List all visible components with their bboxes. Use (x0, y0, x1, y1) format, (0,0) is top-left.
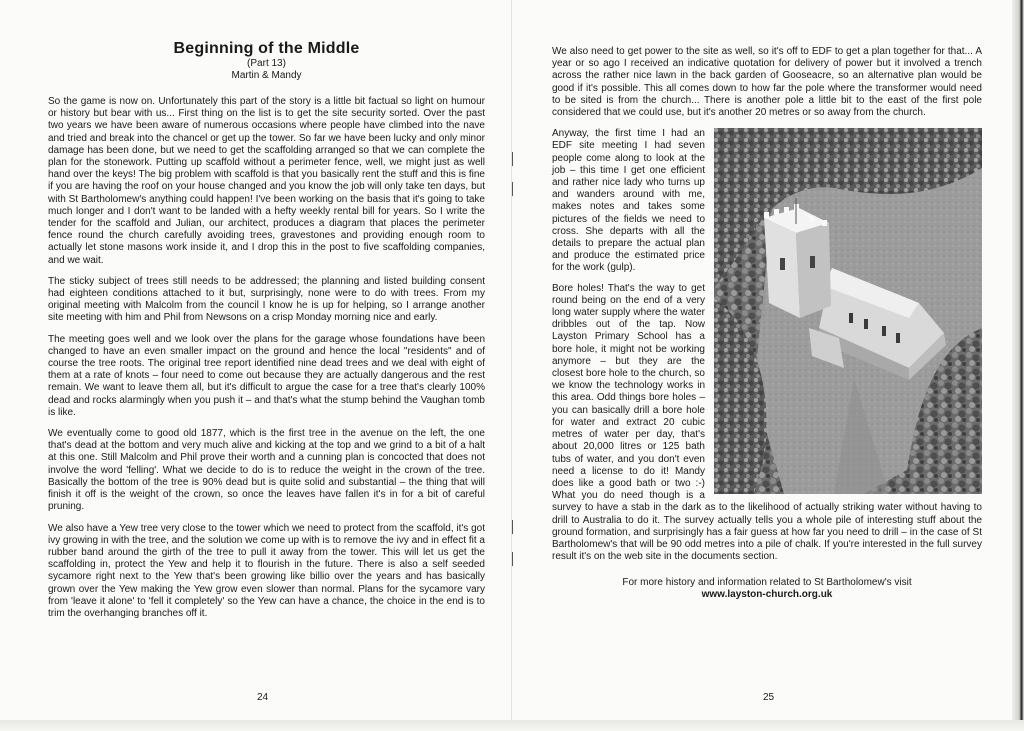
paragraph-trees: The sticky subject of trees still needs to be addressed; the planning and listed building consent had eighteen conditions attached to it but, surprisingly, none were to do with trees. From my original meeting with Malcolm from the council I know he is up for helping, so I arrange another site meeting with him and Phil from Newsons on a crisp Monday morning nice and early. (48, 275, 485, 324)
paragraph-power: We also need to get power to the site as well, so it's off to EDF to get a plan together for that... A year or so ago I received an indicative quotation for delivery of power but it involved a trench across the rather nice lawn in the back garden of Gooseacre, so an alternative plan would be good if it's possible. This all comes down to how far the pole where the transformer would need to be sited is from the church... There is another pole a little bit to the east of the first pole considered that we could use, but it's another 20 metres or so away from the church. (552, 46, 982, 119)
left-page (0, 0, 512, 720)
paragraph-site-security: So the game is now on. Unfortunately this part of the story is a little bit factual so light on humour or history but bear with us... First thing on the list is to get the site security sorted. Over the past two years we have been aware of numerous occasions where people have climbed into the nave and tried and break into the chancel or get up the tower. So far we have been lucky and only minor damage has been done, but we need to get the scaffolding arranged so that we can complete the plan for the stonework. Putting up scaffold without a perimeter fence, well, we might just as well hand over the keys! The big problem with scaffold is that you basically rent the stuff and this is fine if you are having the roof on your house changed and you know the job will only take ten days, but with St Bartholomew's anything could happen! I've been working on the basis that it's going to take much longer and I don't want to be landed with a hefty weekly rental bill for years. So I write the tender for the scaffold and Julian, our architect, produces a diagram that places the perimeter fence round the church carefully avoiding trees, gravestones and providing enough room to actually let stone masons work inside it, and I drop this in the post to five scaffolding companies, and we wait. (48, 96, 485, 266)
text-with-photo (552, 128, 982, 563)
paragraph-yew-tree: We also have a Yew tree very close to the tower which we need to protect from the scaffold, it's got ivy growing in with the tree, and the solution we come up with is to remove the ivy and in effect fit a rubber band around the girth of the tree to pull it away from the tower. This will let us get the scaffolding in, protect the Yew and help it to flourish in the future. There is also a self seeded sycamore right next to the Yew that's been growing like billio over the years and has basically grown over the Yew making the Yew grow even slower than normal. Plans for the sycamore vary from 'leave it alone' to 'fell it completely' so the Yew can have a chance, the choice in the end is to trim the overhanging branches off it. (48, 522, 485, 619)
footer-note: For more history and information related to St Bartholomew's visit (622, 577, 912, 589)
article-authors: Martin & Mandy (231, 70, 302, 81)
paragraph-meeting: The meeting goes well and we look over the plans for the garage whose foundations have been changed to have an even smaller impact on the ground and hence the local "residents" and of course the tree roots. The original tree report identified nine dead trees and we deal with eight of them at a rate of knots – four need to come out because they are actually dangerous and the rest remain. We want to leave them all, but it's difficult to argue the case for a tree that's clearly 100% dead and rocks alarmingly when you push it – and that's what the stump behind the Vaughan tomb is like. (48, 333, 485, 418)
gutter-mark (512, 520, 513, 534)
right-page (512, 0, 1012, 720)
page-bottom-edge (0, 720, 1024, 731)
paragraph-tree-1877: We eventually come to good old 1877, which is the first tree in the avenue on the left, the one that's dead at the bottom and very much alive and kicking at the top and we grind to a bit of a halt at this one. Still Malcolm and Phil prove their worth and a cunning plan is concocted that does not involve the word 'felling'. What we decide to do is to reduce the weight in the crown of the tree. Basically the bottom of the tree is 90% dead but is quite solid and substantial – the thing that will finish it off is the weight of the crown, so once the leaves have fallen it's in for a bit of careful pruning. (48, 428, 485, 513)
page-edge-shadow (1012, 0, 1024, 731)
page-number-left: 24 (257, 692, 269, 703)
article-part: (Part 13) (247, 58, 286, 69)
page-number-right: 25 (763, 692, 775, 703)
footer-website-link[interactable]: www.layston-church.org.uk (701, 589, 833, 601)
gutter-mark (512, 552, 513, 566)
church-aerial-photo (714, 128, 982, 494)
article-title: Beginning of the Middle (173, 40, 360, 57)
paragraph-bore-holes: Bore holes! That's the way to get round being on the end of a very long water supply where the water dribbles out of the tap. Now Layston Primary School has a bore hole, it might not be working anymore – but they are the closest bore hole to the church, so we know the technology works in this area. Odd things bore holes – you can basically drill a bore hole for water and extract 20 cubic metres of water per day, that's about 20,000 litres or 125 bath tubs of water, and you don't even need a license to do it! Mandy does like a good bath or two :-) What you do need though is a survey to have a stab in the dark as to the likelihood of actually striking water without having to drill to Australia to do it. The survey actually tells you a whole pile of interesting stuff about the ground formation, and surprisingly has a fair guess at how far you need to drill – in the case of St Bartholomew's that will be 90 odd metres into a pile of chalk. If you're interested in the full survey result it's on the web site in the documents section. (552, 282, 982, 563)
paragraph-edf-meeting: Anyway, the first time I had an EDF site meeting I had seven people come along to look at the job – this time I get one efficient and rather nice lady who turns up and wanders around with me, makes notes and takes some pictures of the fields we need to cross. She departs with all the details to prepare the actual plan and produce the estimated price for the work (gulp). (552, 128, 705, 274)
gutter-mark (512, 182, 513, 196)
gutter-mark (512, 152, 513, 166)
